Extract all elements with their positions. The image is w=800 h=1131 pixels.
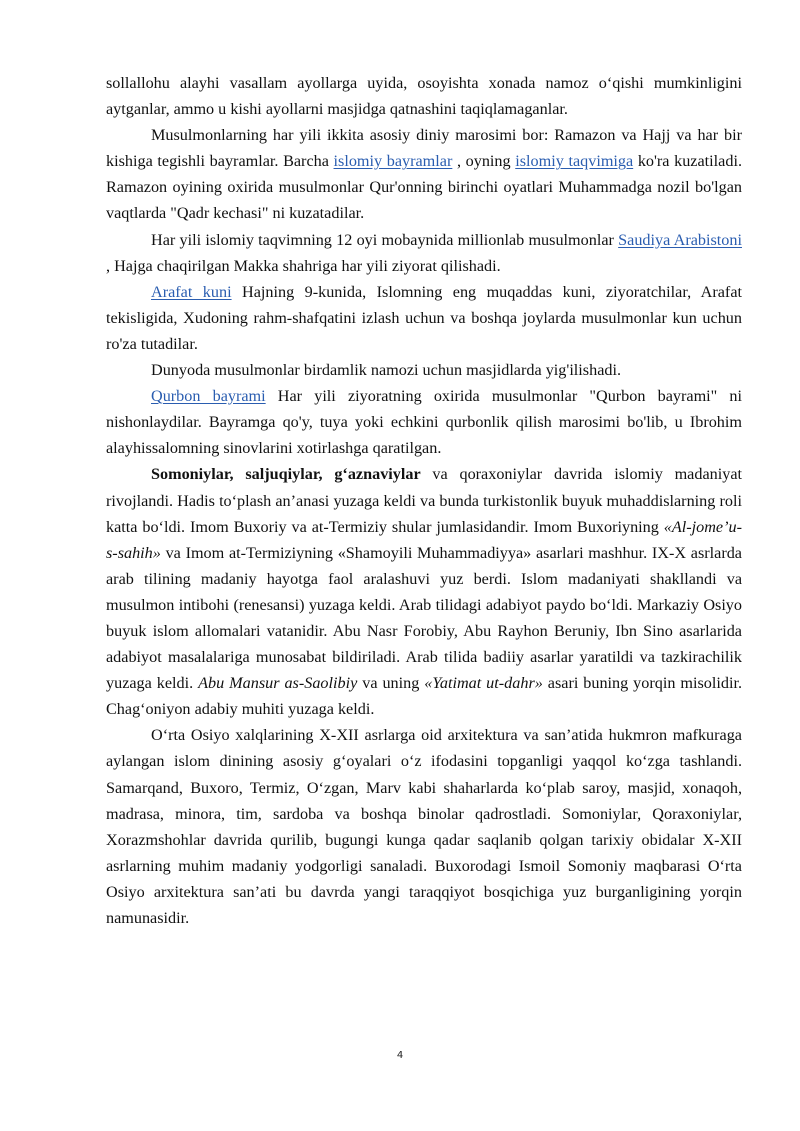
paragraph-6-text: Har yili ziyoratning oxirida musulmonlar "Qurbon bayrami" ni nishonlaydilar. Bayramga qo'y, tuya yoki echkini qurbonlik qilish marosimi bo'lib, u Ibrohim alayhissalomning sinovlarini xotirlashga qaratilgan.	[106, 387, 743, 458]
page-number: 4	[396, 1050, 404, 1061]
paragraph-6	[106, 383, 742, 461]
paragraph-3	[106, 227, 742, 279]
paragraph-2-text-2: , oyning	[452, 152, 516, 171]
paragraph-7-italic-al-jome: «Al-jome’u-s-sahih»	[106, 517, 742, 562]
link-islomiy-taqvimiga[interactable]: islomiy taqvimiga	[515, 152, 634, 171]
paragraph-5-text: Dunyoda musulmonlar birdamlik namozi uchun masjidlarda yig'ilishadi.	[151, 361, 622, 380]
paragraph-8-text: O‘rta Osiyo xalqlarining X-XII asrlarga oid arxitektura va san’atida hukmron mafkuraga aylangan islom dinining asosiy g‘oyalari o‘z ifodasini topganligi yaqqol ko‘zga tashlandi. Samarqand, Buxoro, Termiz, O‘zgan, Marv kabi shaharlarda ko‘plab saroy, masjid, xonaqoh, madrasa, minora, tim, sardoba va boshqa binolar qadrostladi. Somoniylar, Qoraxoniylar, Xorazmshohlar davrida qurilib, bugungi kunga qadar saqlanib qolgan tarixiy obidalar X-XII asrlarning muhim madaniy yodgorligi sanaladi. Buxorodagi Ismoil Somoniy maqbarasi O‘rta Osiyo arxitektura san’ati bu davrda yangi taraqqiyot bosqichiga yuz burganligining yorqin namunasidir.	[106, 726, 742, 927]
paragraph-3-text-1: Har yili islomiy taqvimning 12 oyi mobaynida millionlab musulmonlar	[151, 230, 619, 249]
paragraph-7-italic-yatimat: «Yatimat ut-dahr»	[424, 674, 543, 693]
link-saudiya-arabistoni[interactable]: Saudiya Arabistoni	[618, 230, 742, 249]
link-arafat-kuni[interactable]: Arafat kuni	[151, 282, 232, 301]
paragraph-7-italic-saolibiy: Abu Mansur as-Saolibiy	[198, 674, 358, 693]
paragraph-7-text-2: va Imom at-Termiziyning «Shamoyili Muhammadiyya» asarlari mashhur. IX-X asrlarda arab tilining madaniy hayotga faol aralashuvi yuz berdi. Islom madaniyati shakllandi va musulmon intibohi (renesansi) yuzaga keldi. Arab tilidagi adabiyot paydo bo‘ldi. Markaziy Osiyo buyuk islom allomalari vatanidir. Abu Nasr Forobiy, Abu Rayhon Beruniy, Ibn Sino asarlarida adabiyot masalalariga munosabat bildiriladi. Arab tilida badiiy asarlar yaratildi va tazkirachilik yuzaga keldi.	[106, 543, 742, 693]
paragraph-7-text-1: va qoraxoniylar davrida islomiy madaniyat rivojlandi. Hadis to‘plash an’anasi yuzaga keldi va bunda turkistonlik buyuk muhaddislarning roli katta bo‘ldi. Imom Buxoriy va at-Termiziy shular jumlasidandir. Imom Buxoriyning	[106, 465, 742, 536]
paragraph-2	[106, 122, 742, 226]
paragraph-1	[106, 70, 742, 122]
paragraph-7-text-4: asari buning yorqin misolidir. Chag‘oniyon adabiy muhiti yuzaga keldi.	[106, 674, 742, 719]
paragraph-4	[106, 279, 742, 357]
paragraph-2-text-3: ko'ra kuzatiladi. Ramazon oyining oxirida musulmonlar Qur'onning birinchi oyatlari Muhammadga nozil bo'lgan vaqtlarda "Qadr kechasi" ni kuzatadilar.	[106, 152, 742, 223]
paragraph-3-text-2: , Hajga chaqirilgan Makka shahriga har yili ziyorat qilishadi.	[106, 256, 501, 275]
paragraph-2-text-1: Musulmonlarning har yili ikkita asosiy diniy marosimi bor: Ramazon va Hajj va har bir kishiga tegishli bayramlar. Barcha	[106, 126, 742, 171]
paragraph-7	[106, 461, 742, 722]
paragraph-7-text-3: va uning	[357, 674, 425, 693]
paragraph-7-bold-dynasties: Somoniylar, saljuqiylar, g‘aznaviylar	[151, 465, 421, 484]
document-page	[106, 70, 742, 931]
paragraph-5	[106, 357, 742, 383]
paragraph-1-text: sollallohu alayhi vasallam ayollarga uyida, osoyishta xonada namoz o‘qishi mumkinligini aytganlar, ammo u kishi ayollarni masjidga qatnashini taqiqlamaganlar.	[106, 74, 742, 119]
paragraph-8	[106, 722, 742, 931]
paragraph-4-text: Hajning 9-kunida, Islomning eng muqaddas kuni, ziyoratchilar, Arafat tekisligida, Xudoning rahm-shafqatini izlash uchun va boshqa joylarda musulmonlar kun uchun ro'za tutadilar.	[106, 282, 743, 353]
link-islomiy-bayramlar[interactable]: islomiy bayramlar	[333, 152, 453, 171]
link-qurbon-bayrami[interactable]: Qurbon bayrami	[151, 387, 266, 406]
